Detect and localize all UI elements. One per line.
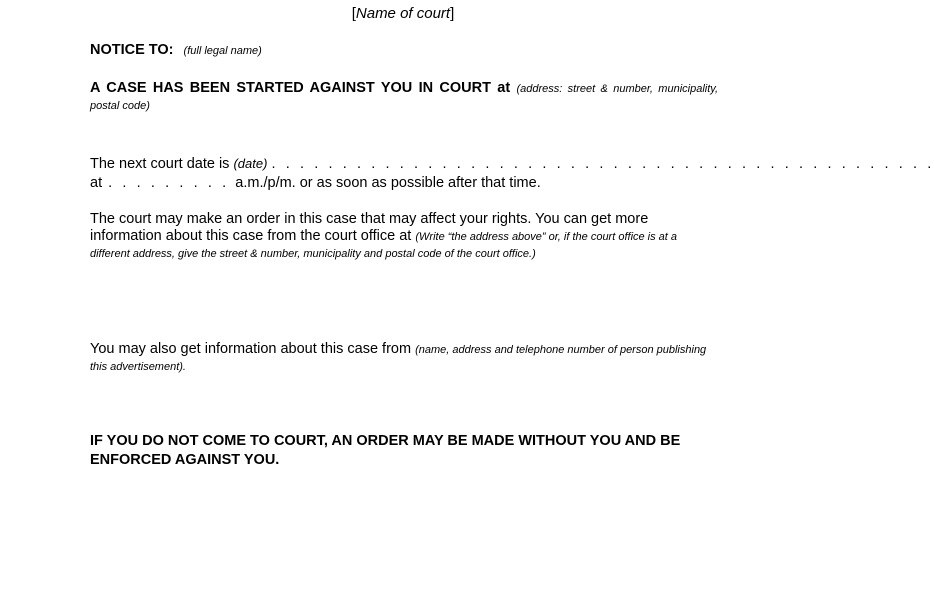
- more-info-text: You may also get information about this case from: [90, 341, 412, 357]
- date-fill-dots: . . . . . . . . . . . . . . . . . . . . . . . . . . . . . . . . . . . . . . . . . . . . . . .: [271, 156, 934, 172]
- case-started-hint: (address: street & number, municipality, postal code): [90, 83, 718, 112]
- time-suffix: a.m./p/m. or as soon as possible after that time.: [235, 175, 541, 191]
- next-date-row: [90, 154, 934, 174]
- case-started-text: A CASE HAS BEEN STARTED AGAINST YOU IN COURT at: [90, 80, 511, 96]
- next-date-hint: (date): [233, 156, 268, 171]
- court-name-placeholder: Name of court: [355, 5, 451, 22]
- next-court-date-block: [90, 154, 934, 193]
- court-name-header: [0, 5, 806, 22]
- next-time-row: [90, 174, 718, 193]
- next-date-prefix: The next court date is: [90, 156, 230, 172]
- open-bracket: [: [351, 5, 356, 22]
- court-order-paragraph: [90, 211, 718, 262]
- notice-to-line: [90, 42, 718, 58]
- notice-to-label: NOTICE TO:: [90, 42, 174, 58]
- case-started-paragraph: [90, 80, 718, 114]
- at-label: at: [90, 175, 103, 191]
- notice-to-hint: (full legal name): [183, 45, 262, 57]
- court-office-hint: (Write “the address above” or, if the court office is at a different address, give the street & number, municipality and postal code of the court office.): [90, 231, 678, 260]
- court-order-text: The court may make an order in this case that may affect your rights. You can get more information about this case from the court office at: [90, 211, 649, 244]
- more-info-paragraph: [90, 341, 718, 375]
- time-fill-dots: . . . . . . . . .: [108, 175, 230, 191]
- publisher-hint: (name, address and telephone number of person publishing this advertisement).: [90, 344, 707, 373]
- warning-statement: IF YOU DO NOT COME TO COURT, AN ORDER MAY BE MADE WITHOUT YOU AND BE ENFORCED AGAINST YOU.: [90, 433, 681, 468]
- close-bracket: ]: [450, 5, 455, 22]
